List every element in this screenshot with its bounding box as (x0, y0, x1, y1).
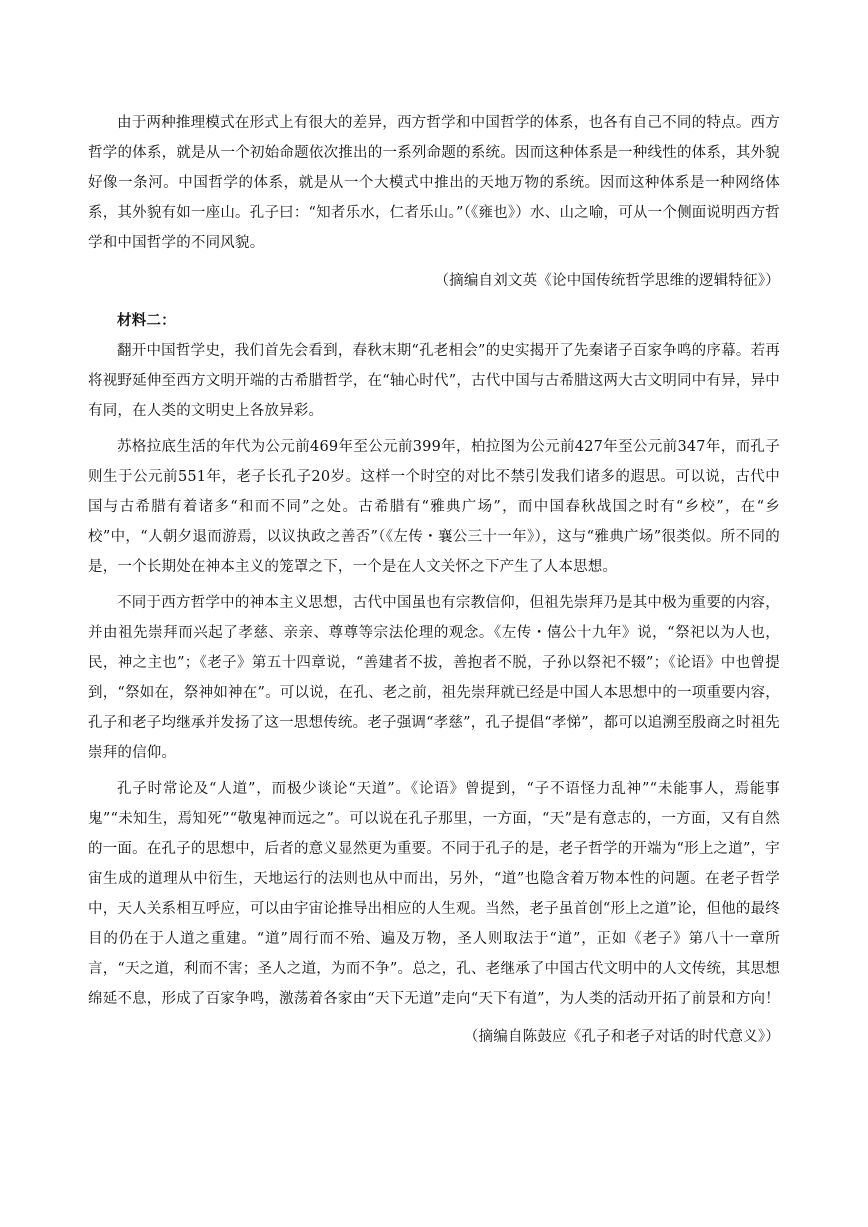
source-citation-2: （摘编自陈鼓应《孔子和老子对话的时代意义》） (463, 1029, 780, 1045)
paragraph-1: 由于两种推理模式在形式上有很大的差异，西方哲学和中国哲学的体系，也各有自己不同的特点。西方哲学的体系，就是从一个初始命题依次推出的一系列命题的系统。因而这种体系是一种线性的体系，其外貌好像一条河。中国哲学的体系，就是从一个大模式中推出的天地万物的系统。因而这种体系是一种网络体系，其外貌有如一座山。孔子曰：“知者乐水，仁者乐山。”（《雍也》）水、山之喻，可从一个侧面说明西方哲学和中国哲学的不同风貌。 (88, 115, 780, 251)
source-citation-1: （摘编自刘文英《论中国传统哲学思维的逻辑特征》） (434, 273, 780, 289)
paragraph-4: 不同于西方哲学中的神本主义思想，古代中国虽也有宗教信仰，但祖先崇拜乃是其中极为重要的内容，并由祖先崇拜而兴起了孝慈、亲亲、尊尊等宗法伦理的观念。《左传・僖公十九年》说，“祭祀以为人也，民，神之主也”；《老子》第五十四章说，“善建者不拔，善抱者不脱，子孙以祭祀不辍”；《论语》中也曾提到，“祭如在，祭神如神在”。可以说，在孔、老之前，祖先崇拜就已经是中国人本思想中的一项重要内容，孔子和老子均继承并发扬了这一思想传统。老子强调“孝慈”，孔子提倡“孝悌”，都可以追溯至殷商之时祖先崇拜的信仰。 (88, 595, 780, 761)
paragraph-3: 苏格拉底生活的年代为公元前469年至公元前399年，柏拉图为公元前427年至公元前347年，而孔子则生于公元前551年，老子长孔子20岁。这样一个时空的对比不禁引发我们诸多的遐思。可以说，古代中国与古希腊有着诸多“和而不同”之处。古希腊有“雅典广场”，而中国春秋战国之时有“乡校”，在“乡校”中，“人朝夕退而游焉，以议执政之善否”（《左传・襄公三十一年》），这与“雅典广场”很类似。所不同的是，一个长期处在神本主义的笼罩之下，一个是在人文关怀之下产生了人本思想。 (88, 439, 780, 575)
material-two-heading: 材料二： (117, 312, 176, 329)
paragraph-2: 翻开中国哲学史，我们首先会看到，春秋末期“孔老相会”的史实揭开了先秦诸子百家争鸣的序幕。若再将视野延伸至西方文明开端的古希腊哲学，在“轴心时代”，古代中国与古希腊这两大古文明同中有异，异中有同，在人类的文明史上各放异彩。 (88, 343, 780, 419)
document-body (88, 108, 780, 1062)
paragraph-5: 孔子时常论及“人道”，而极少谈论“天道”。《论语》曾提到，“子不语怪力乱神”“未能事人，焉能事鬼”“未知生，焉知死”“敬鬼神而远之”。可以说在孔子那里，一方面，“天”是有意志的，一方面，又有自然的一面。在孔子的思想中，后者的意义显然更为重要。不同于孔子的是，老子哲学的开端为“形上之道”，宇宙生成的道理从中衍生，天地运行的法则也从中而出，另外，“道”也隐含着万物本性的问题。在老子哲学中，天人关系相互呼应，可以由宇宙论推导出相应的人生观。当然，老子虽首创“形上之道”论，但他的最终目的仍在于人道之重建。“道”周行而不殆、遍及万物，圣人则取法于“道”，正如《老子》第八十一章所言，“天之道，利而不害；圣人之道，为而不争”。总之，孔、老继承了中国古代文明中的人文传统，其思想绵延不息，形成了百家争鸣，激荡着各家由“天下无道”走向“天下有道”，为人类的活动开拓了前景和方向！ (88, 781, 780, 1007)
